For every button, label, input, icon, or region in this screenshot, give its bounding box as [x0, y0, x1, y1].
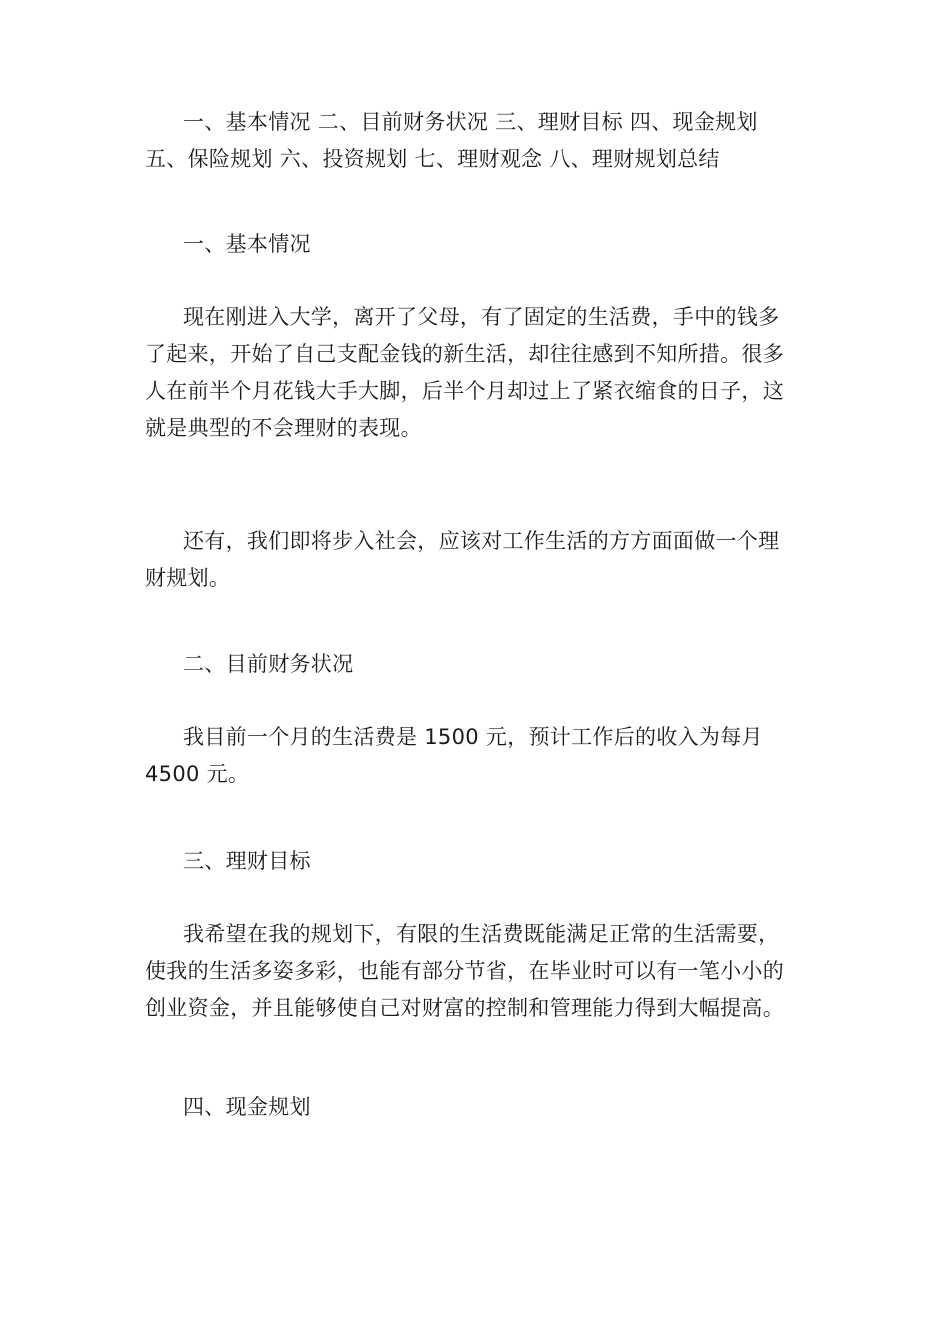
section-heading-goals: [145, 843, 805, 880]
section-heading-basic: [145, 226, 805, 263]
toc-line-1: 一、基本情况 二、目前财务状况 三、理财目标 四、现金规划: [183, 110, 758, 134]
paragraph-finance-1: [145, 719, 805, 793]
paragraph-basic-2: [145, 523, 805, 597]
paragraph-line: 了起来，开始了自己支配金钱的新生活，却往往感到不知所措。很多: [145, 342, 784, 366]
paragraph-line: 现在刚进入大学，离开了父母，有了固定的生活费，手中的钱多: [183, 305, 780, 329]
paragraph-line: 就是典型的不会理财的表现。: [145, 416, 422, 440]
paragraph-line: 4500 元。: [145, 762, 250, 786]
section-heading-cash: [145, 1089, 805, 1126]
heading-goals: 三、理财目标: [183, 849, 311, 873]
toc-line-2: 五、保险规划 六、投资规划 七、理财观念 八、理财规划总结: [145, 147, 720, 171]
paragraph-line: 还有，我们即将步入社会，应该对工作生活的方方面面做一个理: [183, 529, 780, 553]
paragraph-basic-1: [145, 299, 805, 447]
table-of-contents: [145, 104, 805, 178]
heading-basic: 一、基本情况: [183, 232, 311, 256]
paragraph-line: 我目前一个月的生活费是 1500 元，预计工作后的收入为每月: [183, 725, 763, 749]
paragraph-line: 创业资金，并且能够使自己对财富的控制和管理能力得到大幅提高。: [145, 996, 784, 1020]
paragraph-line: 人在前半个月花钱大手大脚，后半个月却过上了紧衣缩食的日子，这: [145, 379, 784, 403]
heading-finance: 二、目前财务状况: [183, 652, 354, 676]
section-heading-finance: [145, 646, 805, 683]
paragraph-goals-1: [145, 916, 805, 1027]
paragraph-line: 我希望在我的规划下，有限的生活费既能满足正常的生活需要，: [183, 922, 780, 946]
paragraph-line: 财规划。: [145, 566, 231, 590]
paragraph-line: 使我的生活多姿多彩，也能有部分节省，在毕业时可以有一笔小小的: [145, 959, 784, 983]
heading-cash: 四、现金规划: [183, 1095, 311, 1119]
